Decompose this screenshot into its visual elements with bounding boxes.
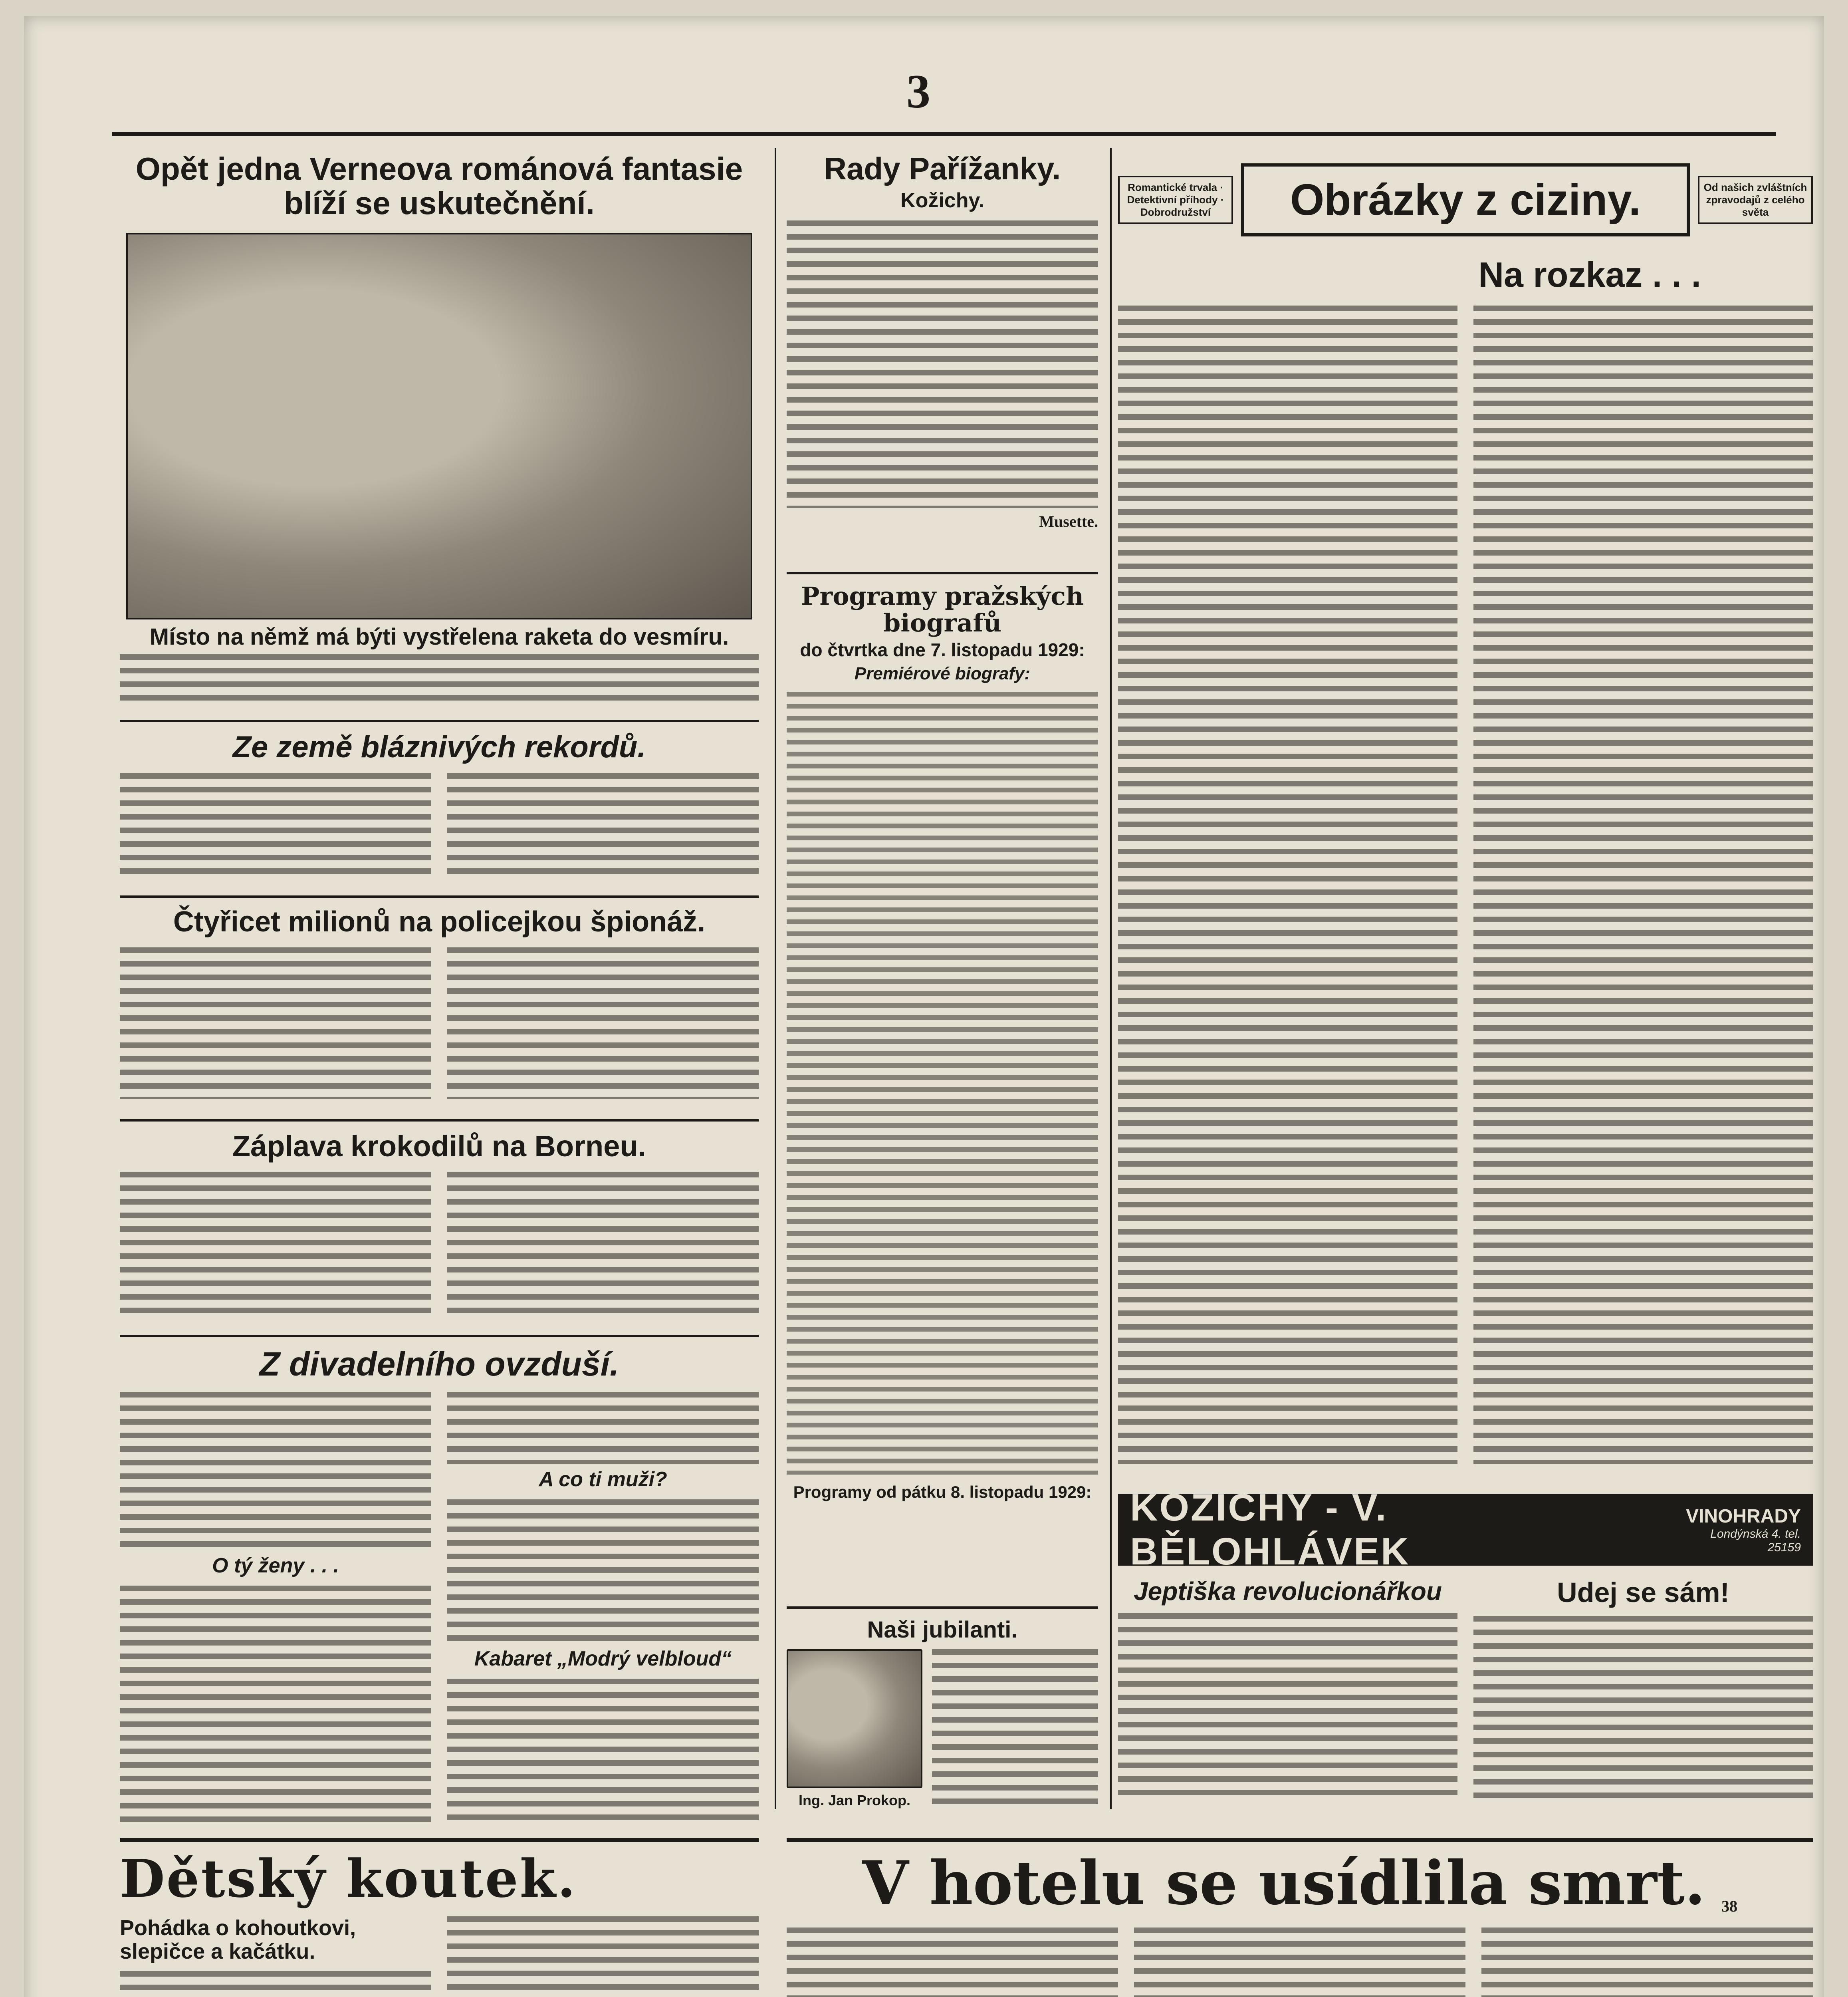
programy-article (787, 563, 1098, 1586)
verne-caption: Místo na němž má býti vystřelena raketa do vesmíru. (149, 623, 729, 650)
udej-headline: Udej se sám! (1557, 1577, 1729, 1608)
jeptiska-article (1118, 1578, 1457, 1809)
top-rule (112, 132, 1776, 136)
smrt-body-1 (787, 1928, 1118, 1997)
obrazky-banner (1118, 160, 1813, 240)
rozkaz-body (1118, 306, 1813, 1464)
udej-article (1473, 1578, 1813, 1809)
obrazky-left-box: Romantické trvala · Detektivní příhody · Dobrodružství (1118, 176, 1233, 224)
detsky-koutek (120, 1829, 759, 1997)
divadlo-body-4 (447, 1499, 759, 1644)
divadlo-body-1 (120, 1392, 431, 1550)
jubilanti-headline: Naši jubilanti. (867, 1617, 1018, 1643)
parizanky-subhead: Kožichy. (900, 189, 984, 212)
pohadka-body (120, 1971, 431, 1997)
rekordy-headline: Ze země bláznivých rekordů. (232, 730, 646, 764)
column-divider (775, 148, 776, 1809)
rekordy-body (120, 773, 759, 877)
verne-headline: Opět jedna Verneova románová fantasie blíží se uskutečnění. (135, 151, 743, 221)
ad-sub: VINOHRADY (1685, 1505, 1801, 1527)
page-number: 3 (906, 65, 930, 118)
programy-list (787, 692, 1098, 1475)
detsky-headline: Dětský koutek. (120, 1848, 577, 1909)
parizanky-headline: Rady Pařížanky. (824, 151, 1061, 186)
divadlo-article (120, 1326, 759, 1821)
verne-caption-text (120, 654, 759, 702)
jubilanti-body (932, 1649, 1098, 1809)
programy-headline: Programy pražských biografů (801, 582, 1084, 637)
parizanky-body (787, 220, 1098, 508)
jubilanti-article (787, 1598, 1098, 1808)
verne-article (120, 152, 759, 703)
jeptiska-headline: Jeptiška revolucionářkou (1134, 1577, 1442, 1606)
rozkaz-headline: Na rozkaz . . . (1478, 255, 1701, 294)
parizanky-signature: Musette. (1039, 512, 1098, 531)
spionaz-article (120, 887, 759, 1102)
premierove-label: Premiérové biografy: (854, 663, 1031, 683)
smrt-body-3 (1134, 1928, 1465, 1997)
jubilant-portrait (787, 1649, 922, 1788)
smrt-headline: V hotelu se usídlila smrt. (862, 1848, 1706, 1918)
programy-friday: Programy od pátku 8. listopadu 1929: (793, 1482, 1092, 1501)
obrazky-right-box: Od našich zvláštních zpravodajů z celého světa (1698, 176, 1813, 224)
column-divider (1110, 148, 1112, 1809)
divadlo-headline: Z divadelního ovzduší. (259, 1345, 619, 1383)
ad-text: KOŽICHY - V. BĚLOHLÁVEK (1130, 1486, 1410, 1573)
rocket-site-photo (126, 233, 752, 619)
obrazky-headline: Obrázky z ciziny. (1241, 163, 1690, 236)
programy-subhead: do čtvrtka dne 7. listopadu 1929: (800, 639, 1085, 660)
jeptiska-body (1118, 1613, 1457, 1797)
krokodil-headline: Záplava krokodilů na Borneu. (232, 1130, 646, 1163)
smrt-part: 38 (1721, 1897, 1738, 1915)
ad-address: Londýnská 4. tel. 25159 (1710, 1527, 1801, 1554)
smrt-serial (787, 1829, 1813, 1997)
divadlo-body-3 (447, 1392, 759, 1464)
fur-advertisement[interactable] (1118, 1486, 1813, 1573)
smrt-body-4 (1481, 1928, 1813, 1997)
divadlo-subhead-kabaret: Kabaret „Modrý velbloud“ (474, 1647, 732, 1671)
jubilant-caption: Ing. Jan Prokop. (798, 1792, 911, 1808)
spionaz-headline: Čtyřicet milionů na policejkou špionáž. (173, 906, 706, 938)
pohadka-title: Pohádka o kohoutkovi, slepičce a kačátku. (120, 1916, 356, 1963)
divadlo-body-2 (120, 1586, 431, 1823)
divadlo-body-5 (447, 1679, 759, 1823)
krokodil-body (120, 1172, 759, 1316)
udej-body (1473, 1616, 1813, 1800)
pohadka-body-cont (447, 1916, 759, 1997)
spionaz-body (120, 947, 759, 1099)
krokodil-article (120, 1110, 759, 1318)
divadlo-subhead-zeny: O tý ženy . . . (212, 1554, 339, 1577)
newspaper-page (24, 16, 1824, 1997)
rozkaz-article (1118, 256, 1813, 1486)
rekordy-article (120, 711, 759, 879)
divadlo-subhead-muzi: A co ti muži? (539, 1467, 667, 1491)
parizanky-article (787, 152, 1098, 551)
